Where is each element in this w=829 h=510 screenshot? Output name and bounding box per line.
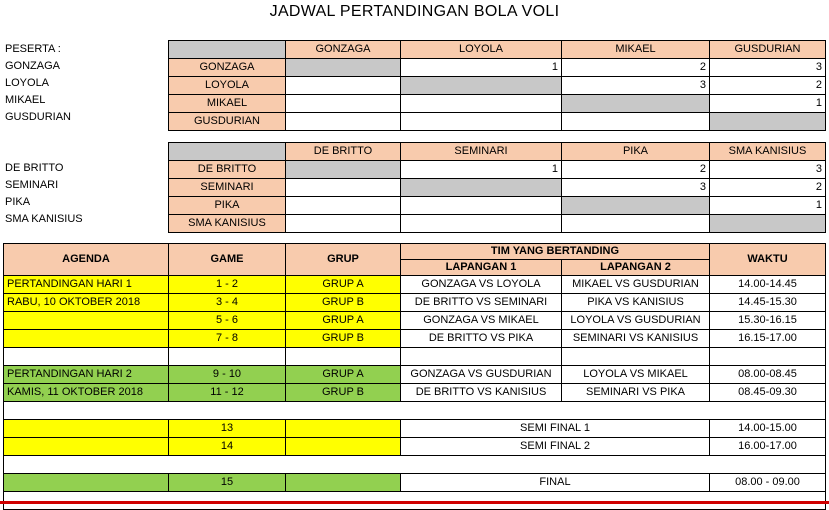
matrix-row-header: LOYOLA [169,77,286,95]
matrix-cell [401,95,562,113]
matrix-cell [401,215,562,233]
matrix-cell [710,113,826,131]
matrix-cell [286,161,401,179]
match-cell: SEMI FINAL 2 [401,438,710,456]
waktu-cell: 14.00-15.00 [710,420,826,438]
participant-label: SEMINARI [5,179,59,191]
agenda-cell: RABU, 10 OKTOBER 2018 [4,294,169,312]
matrix-col-header: MIKAEL [562,41,710,59]
matrix-cell [562,215,710,233]
participant-label: GONZAGA [5,60,61,72]
schedule-table [3,243,826,510]
matrix-cell [710,215,826,233]
lapangan-1-header: LAPANGAN 1 [401,260,562,276]
grup-cell: GRUP A [286,366,401,384]
participant-label: DE BRITTO [5,162,64,174]
matrix-cell [286,95,401,113]
matrix-cell: 1 [710,95,826,113]
grup-cell: GRUP B [286,294,401,312]
agenda-header: AGENDA [4,244,169,276]
matrix-col-header: GONZAGA [286,41,401,59]
matrix-row-header: GUSDURIAN [169,113,286,131]
lapangan-2-cell: SEMINARI VS PIKA [562,384,710,402]
lapangan-1-cell: DE BRITTO VS SEMINARI [401,294,562,312]
matrix-cell: 1 [401,59,562,77]
matrix-cell: 1 [401,161,562,179]
agenda-cell: PERTANDINGAN HARI 1 [4,276,169,294]
waktu-header: WAKTU [710,244,826,276]
table-row [4,384,826,402]
matrix-cell: 2 [562,59,710,77]
table-row [4,276,826,294]
waktu-cell: 08.00 - 09.00 [710,474,826,492]
agenda-cell [4,312,169,330]
lapangan-1-cell: DE BRITTO VS KANISIUS [401,384,562,402]
game-header: GAME [169,244,286,276]
game-cell: 3 - 4 [169,294,286,312]
matrix-cell: 3 [562,179,710,197]
matrix-cell: 2 [710,77,826,95]
lapangan-2-cell: PIKA VS KANISIUS [562,294,710,312]
matrix-cell [401,113,562,131]
matrix-cell [562,197,710,215]
table-row [4,420,826,438]
matrix-row-header: DE BRITTO [169,161,286,179]
participant-label: MIKAEL [5,94,46,106]
agenda-cell: KAMIS, 11 OKTOBER 2018 [4,384,169,402]
table-row [4,438,826,456]
matrix-cell: 3 [710,59,826,77]
game-cell: 11 - 12 [169,384,286,402]
grup-cell: GRUP B [286,330,401,348]
lapangan-2-header: LAPANGAN 2 [562,260,710,276]
waktu-cell: 08.45-09.30 [710,384,826,402]
game-cell: 9 - 10 [169,366,286,384]
waktu-cell: 15.30-16.15 [710,312,826,330]
game-cell: 15 [169,474,286,492]
matrix-cell: 2 [562,161,710,179]
matrix-corner [169,41,286,59]
spacer-row [4,402,826,420]
waktu-cell: 16.00-17.00 [710,438,826,456]
matrix-cell [286,215,401,233]
game-cell: 7 - 8 [169,330,286,348]
participant-label: GUSDURIAN [5,111,72,123]
matrix-cell: 2 [710,179,826,197]
participant-label: SMA KANISIUS [5,213,83,225]
lapangan-1-cell: GONZAGA VS GUSDURIAN [401,366,562,384]
table-row [4,330,826,348]
participant-label: LOYOLA [5,77,50,89]
game-cell: 13 [169,420,286,438]
matrix-row-header: SEMINARI [169,179,286,197]
lapangan-2-cell: SEMINARI VS KANISIUS [562,330,710,348]
matrix-row-header: MIKAEL [169,95,286,113]
matrix-cell [286,113,401,131]
matrix-col-header: SEMINARI [401,143,562,161]
matrix-cell: 3 [710,161,826,179]
grup-cell: GRUP B [286,384,401,402]
table-row [4,312,826,330]
grup-cell: GRUP A [286,276,401,294]
page-title: JADWAL PERTANDINGAN BOLA VOLI [269,3,560,20]
matrix-cell [286,77,401,95]
participant-label: PIKA [5,196,31,208]
match-cell: SEMI FINAL 1 [401,420,710,438]
grup-cell: GRUP A [286,312,401,330]
waktu-cell: 14.45-15.30 [710,294,826,312]
matrix-row-header: PIKA [169,197,286,215]
table-row [4,366,826,384]
game-cell: 14 [169,438,286,456]
group-a-matrix [168,40,826,131]
grup-header: GRUP [286,244,401,276]
tim-header: TIM YANG BERTANDING [401,244,710,260]
matrix-col-header: PIKA [562,143,710,161]
waktu-cell: 08.00-08.45 [710,366,826,384]
matrix-cell [286,59,401,77]
table-row [4,294,826,312]
waktu-cell: 14.00-14.45 [710,276,826,294]
matrix-corner [169,143,286,161]
lapangan-2-cell: LOYOLA VS GUSDURIAN [562,312,710,330]
matrix-row-header: GONZAGA [169,59,286,77]
matrix-col-header: DE BRITTO [286,143,401,161]
matrix-row-header: SMA KANISIUS [169,215,286,233]
matrix-cell [401,197,562,215]
matrix-col-header: SMA KANISIUS [710,143,826,161]
table-row [4,474,826,492]
spacer-row [4,456,826,474]
peserta-label: PESERTA : [5,43,61,55]
group-b-matrix [168,142,826,233]
matrix-cell [562,95,710,113]
matrix-cell [401,77,562,95]
lapangan-2-cell: MIKAEL VS GUSDURIAN [562,276,710,294]
spacer-row [4,348,826,366]
match-cell: FINAL [401,474,710,492]
matrix-col-header: GUSDURIAN [710,41,826,59]
lapangan-2-cell: LOYOLA VS MIKAEL [562,366,710,384]
matrix-cell [401,179,562,197]
matrix-col-header: LOYOLA [401,41,562,59]
game-cell: 1 - 2 [169,276,286,294]
waktu-cell: 16.15-17.00 [710,330,826,348]
bottom-divider [0,501,829,504]
matrix-cell [286,197,401,215]
agenda-cell: PERTANDINGAN HARI 2 [4,366,169,384]
matrix-cell: 3 [562,77,710,95]
matrix-cell: 1 [710,197,826,215]
agenda-cell [4,330,169,348]
lapangan-1-cell: DE BRITTO VS PIKA [401,330,562,348]
matrix-cell [286,179,401,197]
game-cell: 5 - 6 [169,312,286,330]
matrix-cell [562,113,710,131]
lapangan-1-cell: GONZAGA VS LOYOLA [401,276,562,294]
lapangan-1-cell: GONZAGA VS MIKAEL [401,312,562,330]
